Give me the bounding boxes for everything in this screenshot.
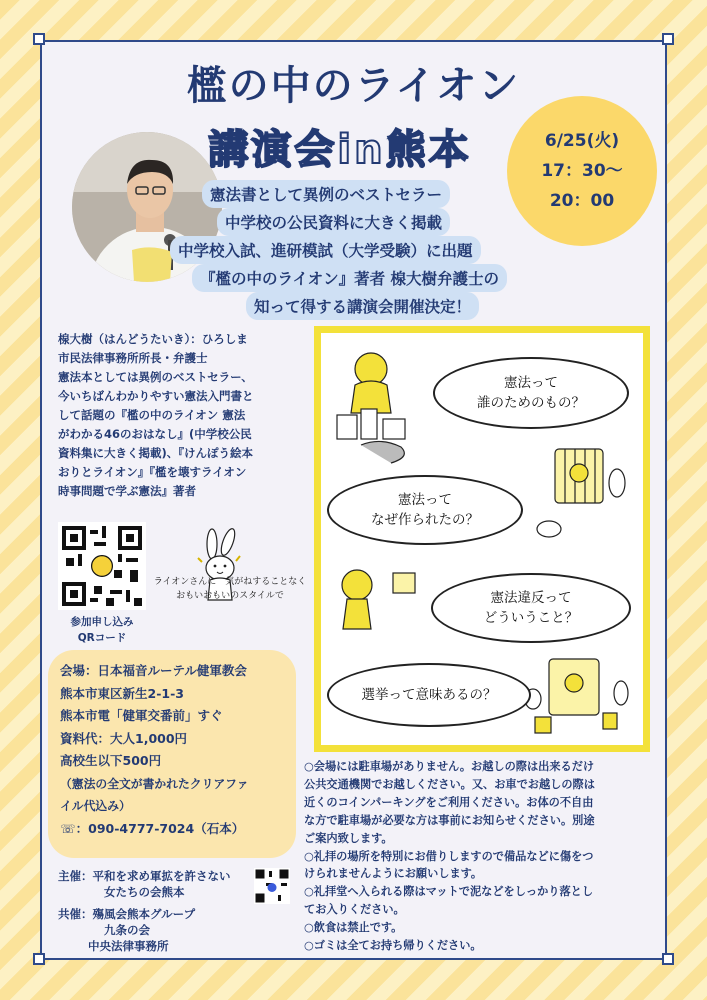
contact-phone-row[interactable] [60, 818, 286, 841]
qr-caption-line: 参加申し込み [70, 616, 134, 628]
illustration-panel [314, 326, 650, 752]
host-name: 女たちの会熊本 [104, 885, 185, 899]
phone-icon: ☏ [60, 820, 76, 836]
venue-line: 会場：日本福音ルーテル健軍教会 [60, 663, 247, 678]
headline-line: 憲法書として異例のベストセラー [202, 180, 450, 208]
facebook-qr-code[interactable] [254, 868, 290, 904]
speaker-bio [58, 330, 304, 501]
co-host-name: 中央法律事務所 [88, 939, 169, 953]
co-host-name: 殤風会熊本グループ [92, 907, 196, 921]
qr-caption-line: QRコード [77, 632, 127, 644]
note-line: な方で駐車場が必要な方は事前にお知らせください。別途 [304, 813, 595, 827]
speech-bubble [431, 573, 631, 643]
rabbit-message [145, 575, 315, 603]
headline-line: 中学校入試、進研模試（大学受験）に出題 [170, 236, 481, 264]
speech-bubble [433, 357, 629, 429]
host-label: 主催： [58, 869, 93, 883]
registration-qr-code[interactable] [58, 522, 146, 610]
bubble-line: 憲法って [398, 492, 452, 508]
note-line: けられませんようにお願いします。 [304, 867, 483, 881]
event-time-start: 17：30〜 [541, 161, 623, 181]
note-line: ご案内致します。 [304, 831, 393, 845]
bubble-line: どういうこと？ [483, 610, 579, 626]
page-subtitle: 講演会in熊本 [208, 127, 472, 173]
note-line: ○飲食は禁止です。 [304, 921, 403, 935]
headline-line: 知って得する講演会開催決定！ [246, 292, 479, 320]
event-time-end: 20：00 [549, 191, 615, 211]
note-line: ○ゴミは全てお持ち帰りください。 [304, 939, 482, 953]
corner-marker [662, 33, 674, 45]
contact-phone: ：090-4777-7024（石本） [75, 820, 245, 836]
venue-line: 資料代：大人1,000円 [60, 730, 188, 746]
bio-line: おりとライオン』『檻を壊すライオン [58, 465, 247, 479]
venue-line: （憲法の全文が書かれたクリアファ [60, 776, 249, 791]
co-host-name: 九条の会 [104, 923, 150, 937]
bio-line: して話題の『檻の中のライオン 憲法 [58, 408, 246, 422]
venue-line: イル代込み） [60, 799, 131, 813]
note-line: ○礼拝の場所を特別にお借りしますので備品などに傷をつ [304, 849, 594, 863]
bubble-line: 憲法違反って [490, 590, 572, 606]
bio-line: がわかる46のおはなし』(中学校公民 [58, 427, 252, 441]
note-line: 近くのコインパーキングをご利用ください。お体の不自由 [304, 795, 594, 809]
organizers [58, 868, 248, 954]
bio-line: 憲法本としては異例のベストセラー、 [58, 370, 253, 384]
notes-list [304, 758, 664, 955]
bio-line: 今いちばんわかりやすい憲法入門書と [58, 389, 254, 403]
corner-marker [33, 33, 45, 45]
bubble-line: なぜ作られたの？ [371, 512, 479, 528]
corner-marker [33, 953, 45, 965]
bio-line: 市民法律事務所所長・弁護士 [58, 351, 208, 365]
page-title: 檻の中のライオン [186, 63, 521, 109]
headline-line: 中学校の公民資料に大きく掲載 [217, 208, 450, 236]
rabbit-message-line: おもいおもいのスタイルで [176, 591, 284, 601]
bio-line: 時事問題で学ぶ憲法』著者 [58, 484, 196, 498]
co-host-label: 共催： [58, 907, 93, 921]
bubble-line: 憲法って [504, 375, 558, 391]
date-badge [507, 96, 657, 246]
bubble-line: 選挙って意味あるの？ [361, 687, 497, 703]
event-day: 6/25(火) [544, 131, 620, 151]
note-line: 公共交通機関でお越しください。又、お車でお越しの際は [304, 777, 595, 791]
note-line: ○礼拝堂へ入られる際はマットで泥などをしっかり落とし [304, 885, 594, 899]
host-name: 平和を求め軍拡を許さない [92, 869, 231, 883]
note-line: ○会場には駐車場がありません。お越しの際は出来るだけ [304, 760, 595, 773]
venue-line: 高校生以下500円 [60, 753, 162, 768]
bio-line: 資料集に大きく掲載)、『けんぽう絵本 [58, 446, 254, 460]
venue-line: 熊本市電「健軍交番前」すぐ [60, 708, 223, 723]
bio-line: 楾大樹（はんどうたいき）：ひろしま [58, 332, 248, 346]
bubble-line: 誰のためのもの？ [477, 395, 585, 411]
speech-bubble [327, 475, 523, 545]
venue-line: 熊本市東区新生2-1-3 [60, 685, 184, 701]
venue-info [48, 650, 296, 858]
rabbit-message-line: ライオンさんに 気がねすることなく [153, 577, 307, 587]
headline-line: 『檻の中のライオン』著者 楾大樹弁護士の [192, 264, 507, 292]
speech-bubble [327, 663, 531, 727]
note-line: てお入りください。 [304, 903, 405, 917]
qr-caption [58, 614, 146, 646]
